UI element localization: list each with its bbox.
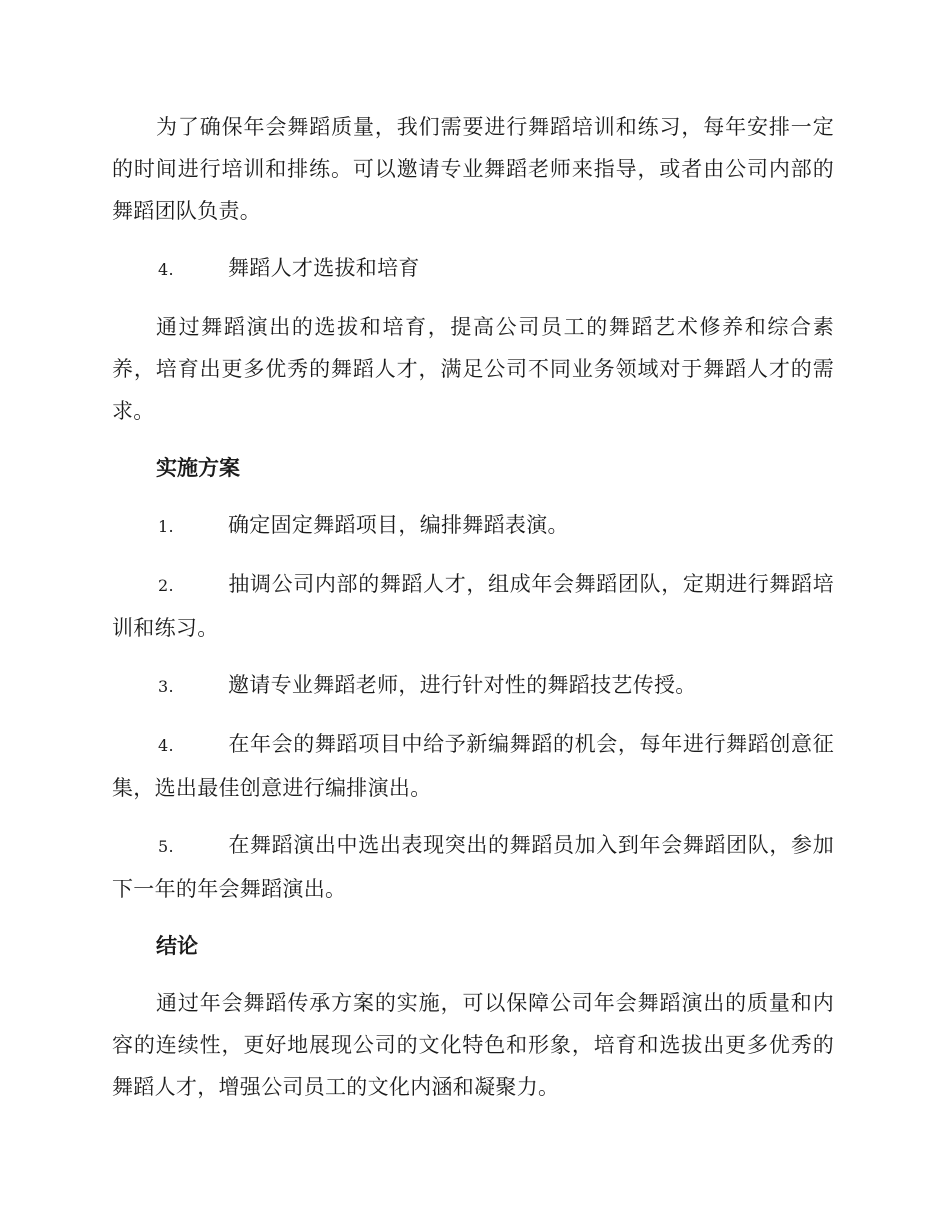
list-item-text: 邀请专业舞蹈老师，进行针对性的舞蹈技艺传授。: [228, 673, 697, 697]
list-item-talent: [112, 247, 834, 291]
list-number: 1.: [158, 517, 174, 536]
list-number: 4.: [158, 736, 174, 755]
implementation-item-1: [112, 504, 834, 548]
implementation-heading: 实施方案: [156, 456, 240, 480]
implementation-item-2: [112, 563, 834, 649]
implementation-item-5: [112, 824, 834, 910]
list-item-text: 舞蹈人才选拔和培育: [228, 256, 420, 280]
list-number: 2.: [158, 576, 174, 595]
list-item-text: 在年会的舞蹈项目中给予新编舞蹈的机会，每年进行舞蹈创意征集，选出最佳创意进行编排演出。: [112, 732, 834, 800]
list-item-text: 确定固定舞蹈项目，编排舞蹈表演。: [228, 513, 569, 537]
list-item-text: 抽调公司内部的舞蹈人才，组成年会舞蹈团队，定期进行舞蹈培训和练习。: [112, 572, 834, 640]
list-item-text: 在舞蹈演出中选出表现突出的舞蹈员加入到年会舞蹈团队，参加下一年的年会舞蹈演出。: [112, 833, 834, 901]
list-number: 3.: [158, 677, 174, 696]
talent-paragraph: 通过舞蹈演出的选拔和培育，提高公司员工的舞蹈艺术修养和综合素养，培育出更多优秀的舞蹈人才，满足公司不同业务领域对于舞蹈人才的需求。: [112, 315, 834, 423]
implementation-item-3: [112, 664, 834, 708]
implementation-item-4: [112, 723, 834, 809]
document-page: [112, 106, 834, 1123]
list-number: 5.: [158, 837, 174, 856]
training-paragraph: 为了确保年会舞蹈质量，我们需要进行舞蹈培训和练习，每年安排一定的时间进行培训和排练。可以邀请专业舞蹈老师来指导，或者由公司内部的舞蹈团队负责。: [112, 115, 834, 223]
conclusion-heading: 结论: [156, 934, 198, 958]
list-number: 4.: [158, 260, 174, 279]
conclusion-paragraph: 通过年会舞蹈传承方案的实施，可以保障公司年会舞蹈演出的质量和内容的连续性，更好地展现公司的文化特色和形象，培育和选拔出更多优秀的舞蹈人才，增强公司员工的文化内涵和凝聚力。: [112, 991, 834, 1099]
